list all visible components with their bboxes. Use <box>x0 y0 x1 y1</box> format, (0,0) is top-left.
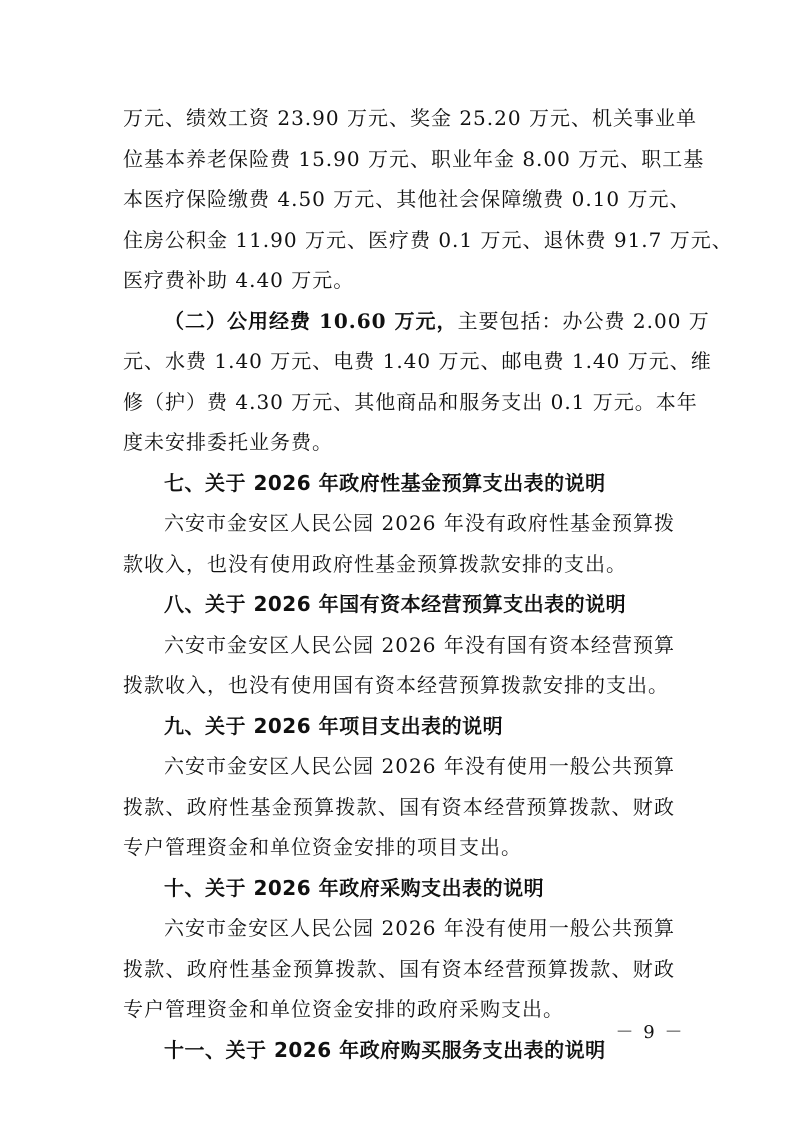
paragraph-line: 拨款、政府性基金预算拨款、国有资本经营预算拨款、财政 <box>123 794 675 819</box>
paragraph-line: 本医疗保险缴费 4.50 万元、其他社会保障缴费 0.10 万元、 <box>123 187 691 211</box>
paragraph-line: 六安市金安区人民公园 2026 年没有使用一般公共预算 <box>164 754 675 778</box>
paragraph-line: 元、水费 1.40 万元、电费 1.40 万元、邮电费 1.40 万元、维 <box>123 349 712 373</box>
page-number: － 9 － <box>615 1022 685 1043</box>
section-heading-8: 八、关于 2026 年国有资本经营预算支出表的说明 <box>164 592 627 616</box>
section-heading-10: 十、关于 2026 年政府采购支出表的说明 <box>164 875 545 900</box>
paragraph-line: 位基本养老保险费 15.90 万元、职业年金 8.00 万元、职工基 <box>123 146 705 171</box>
paragraph-line: 专户管理资金和单位资金安排的项目支出。 <box>123 835 522 859</box>
paragraph-line: 款收入，也没有使用政府性基金预算拨款安排的支出。 <box>123 551 627 576</box>
public-expense-lead: （二）公用经费 10.60 万元， <box>164 308 458 333</box>
section-heading-7: 七、关于 2026 年政府性基金预算支出表的说明 <box>164 470 606 495</box>
paragraph-line: 度未安排委托业务费。 <box>123 430 333 454</box>
section-heading-11: 十一、关于 2026 年政府购买服务支出表的说明 <box>164 1037 606 1062</box>
paragraph-line: 修（护）费 4.30 万元、其他商品和服务支出 0.1 万元。本年 <box>123 389 698 414</box>
paragraph-line: 拨款收入，也没有使用国有资本经营预算拨款安排的支出。 <box>123 673 669 697</box>
paragraph-line: 万元、绩效工资 23.90 万元、奖金 25.20 万元、机关事业单 <box>123 106 697 130</box>
paragraph-line: 拨款、政府性基金预算拨款、国有资本经营预算拨款、财政 <box>123 956 675 981</box>
paragraph-line: 住房公积金 11.90 万元、医疗费 0.1 万元、退休费 91.7 万元、 <box>123 227 733 252</box>
section-heading-9: 九、关于 2026 年项目支出表的说明 <box>164 713 504 738</box>
public-expense-text: 主要包括：办公费 2.00 万 <box>457 308 710 333</box>
document-body <box>123 98 733 1070</box>
paragraph-line: 六安市金安区人民公园 2026 年没有国有资本经营预算 <box>164 632 675 657</box>
public-expense-first-line <box>123 301 710 342</box>
paragraph-line: 专户管理资金和单位资金安排的政府采购支出。 <box>123 997 564 1021</box>
paragraph-line: 医疗费补助 4.40 万元。 <box>123 268 355 292</box>
paragraph-line: 六安市金安区人民公园 2026 年没有使用一般公共预算 <box>164 916 675 940</box>
paragraph-line: 六安市金安区人民公园 2026 年没有政府性基金预算拨 <box>164 511 675 535</box>
